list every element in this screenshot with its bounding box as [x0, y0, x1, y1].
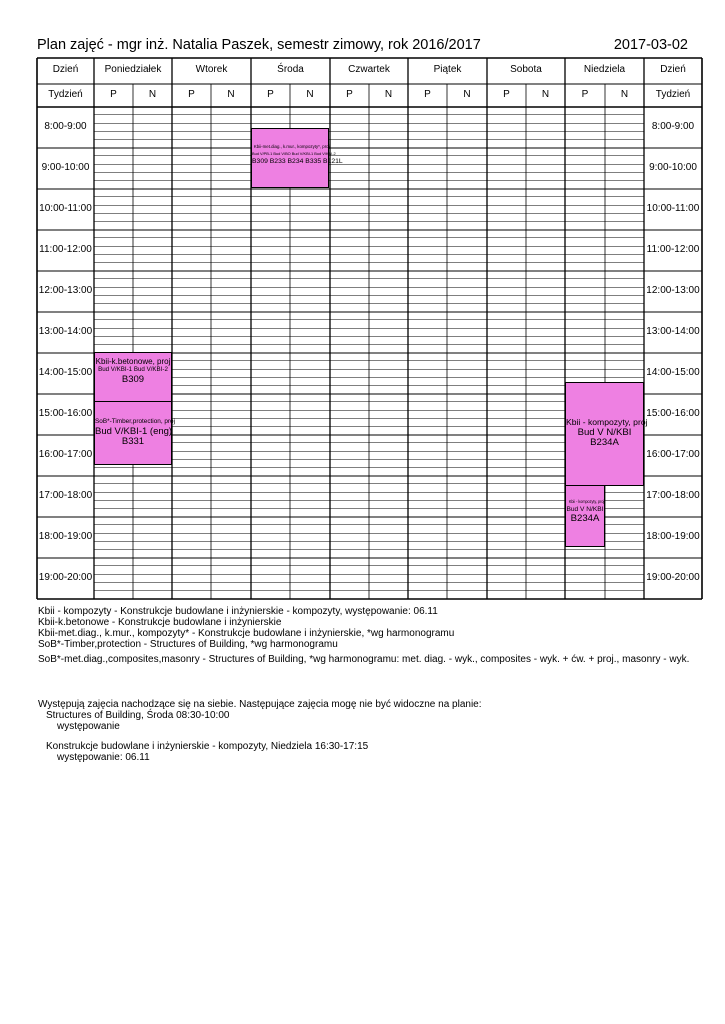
- week-header-label: Tydzień: [48, 89, 83, 100]
- hour-label-right: 18:00-19:00: [646, 530, 700, 542]
- event-title: Kbii-k.betonowe, proj: [95, 357, 171, 366]
- day-header-3: Czwartek: [348, 64, 390, 75]
- hour-label-left: 16:00-17:00: [38, 448, 93, 460]
- hour-label-right: 14:00-15:00: [646, 366, 700, 378]
- day-header-2: Środa: [277, 64, 304, 75]
- day-header-4: Piątek: [433, 64, 462, 75]
- overlap-item-name: Konstrukcje budowlane i inżynierskie - kompozyty, Niedziela 16:30-17:15: [46, 741, 369, 752]
- event-rooms: B309: [121, 373, 145, 385]
- print-date: 2017-03-02: [613, 37, 688, 53]
- event-title: Kbii - kompozyty, proj: [566, 417, 648, 427]
- day-header-label: Dzień: [660, 64, 686, 75]
- event-rooms: B234A: [590, 437, 619, 449]
- hour-label-left: 13:00-14:00: [38, 325, 93, 337]
- event-groups: Bud V/KBI-1 (eng): [95, 425, 173, 437]
- hour-label-left: 8:00-9:00: [44, 120, 87, 132]
- hour-label-right: 15:00-16:00: [646, 407, 700, 419]
- hour-label-left: 18:00-19:00: [38, 530, 93, 542]
- day-header-0: Poniedziałek: [104, 64, 162, 75]
- hour-label-left: 17:00-18:00: [38, 489, 93, 501]
- event-rooms: B234A: [570, 512, 600, 524]
- week-odd-label: P: [503, 89, 510, 100]
- hour-label-right: 9:00-10:00: [649, 161, 697, 173]
- day-header-1: Wtorek: [195, 64, 228, 75]
- event-groups: Bud V N/KBI: [577, 427, 632, 439]
- hour-label-left: 15:00-16:00: [38, 407, 93, 419]
- hour-label-left: 12:00-13:00: [38, 284, 93, 296]
- page-title: Plan zajęć - mgr inż. Natalia Paszek, semestr zimowy, rok 2016/2017: [37, 37, 481, 53]
- legend-line: Kbii-k.betonowe - Konstrukcje budowlane i inżynierskie: [38, 617, 282, 628]
- week-odd-label: P: [581, 89, 589, 100]
- event-title: Kbii-met.diag., k.mur., kompozyty*, proj: [253, 144, 330, 149]
- hour-label-left: 10:00-11:00: [39, 202, 92, 214]
- week-even-label: N: [463, 89, 471, 100]
- hour-label-left: 9:00-10:00: [41, 161, 90, 173]
- week-odd-label: P: [188, 89, 195, 100]
- hour-label-right: 12:00-13:00: [646, 284, 700, 296]
- event-groups: Bud V N/KBI: [566, 505, 604, 513]
- event-title: Kbii - kompozyty, proj: [568, 499, 605, 504]
- week-odd-label: P: [424, 89, 431, 100]
- legend-line: Kbii - kompozyty - Konstrukcje budowlane i inżynierskie - kompozyty, występowanie: 06.11: [38, 606, 438, 617]
- hour-label-left: 11:00-12:00: [39, 243, 92, 255]
- event-pon-14-15[interactable]: [94, 352, 172, 402]
- hour-label-right: 8:00-9:00: [651, 120, 695, 132]
- hour-label-right: 13:00-14:00: [646, 325, 700, 337]
- week-even-label: N: [620, 89, 629, 100]
- week-even-label: N: [148, 89, 157, 100]
- week-even-label: N: [227, 89, 235, 100]
- week-odd-label: P: [267, 89, 274, 100]
- event-sroda-8-10[interactable]: [251, 128, 343, 188]
- legend-line: SoB*-met.diag.,composites,masonry - Structures of Building, *wg harmonogramu: met. diag. - wyk., composites - wyk. + ćw. + proj., masonry - wyk.: [38, 654, 690, 665]
- event-pon-15-17[interactable]: [94, 401, 176, 465]
- event-groups: Bud V/PB-1 Bud V/BO Bud V/KBI-1 Bud V/KBI-2: [252, 150, 336, 156]
- hour-label-left: 14:00-15:00: [38, 366, 93, 378]
- week-even-label: N: [541, 89, 550, 100]
- day-header-6: Niedziela: [583, 64, 626, 75]
- week-odd-label: P: [346, 89, 353, 100]
- event-rooms: B331: [121, 435, 145, 447]
- week-odd-label: P: [110, 89, 117, 100]
- day-header-label: Dzień: [52, 64, 79, 75]
- hour-label-left: 19:00-20:00: [38, 571, 93, 583]
- event-rooms: B309 B233 B234 B335 B121L: [252, 157, 343, 165]
- week-even-label: N: [306, 89, 314, 100]
- event-niedziela-1430-17[interactable]: [565, 382, 648, 486]
- event-groups: Bud V/KBI-1 Bud V/KBI-2: [98, 366, 168, 374]
- week-even-label: N: [384, 89, 393, 100]
- hour-label-right: 16:00-17:00: [646, 448, 700, 460]
- legend-line: Kbii-met.diag., k.mur., kompozyty* - Konstrukcje budowlane i inżynierskie, *wg harmonogramu: [38, 628, 455, 639]
- overlap-note: Występują zajęcia nachodzące się na siebie. Następujące zajęcia mogę nie być widoczne na planie:: [38, 699, 482, 710]
- hour-label-right: 11:00-12:00: [646, 243, 700, 255]
- hour-label-right: 19:00-20:00: [646, 571, 700, 583]
- legend-line: SoB*-Timber,protection - Structures of Building, *wg harmonogramu: [38, 639, 338, 650]
- hour-label-right: 17:00-18:00: [646, 489, 700, 501]
- event-title: SoB*-Timber,protection, proj: [95, 418, 176, 425]
- hour-label-right: 10:00-11:00: [646, 202, 700, 214]
- day-header-5: Sobota: [510, 64, 542, 75]
- overlap-item-detail: występowanie: 06.11: [57, 752, 150, 763]
- overlap-item-detail: występowanie: [57, 721, 120, 732]
- overlap-item-name: Structures of Building, Środa 08:30-10:00: [46, 710, 230, 721]
- event-niedziela-17-19[interactable]: [565, 485, 605, 547]
- week-header-label: Tydzień: [655, 89, 691, 100]
